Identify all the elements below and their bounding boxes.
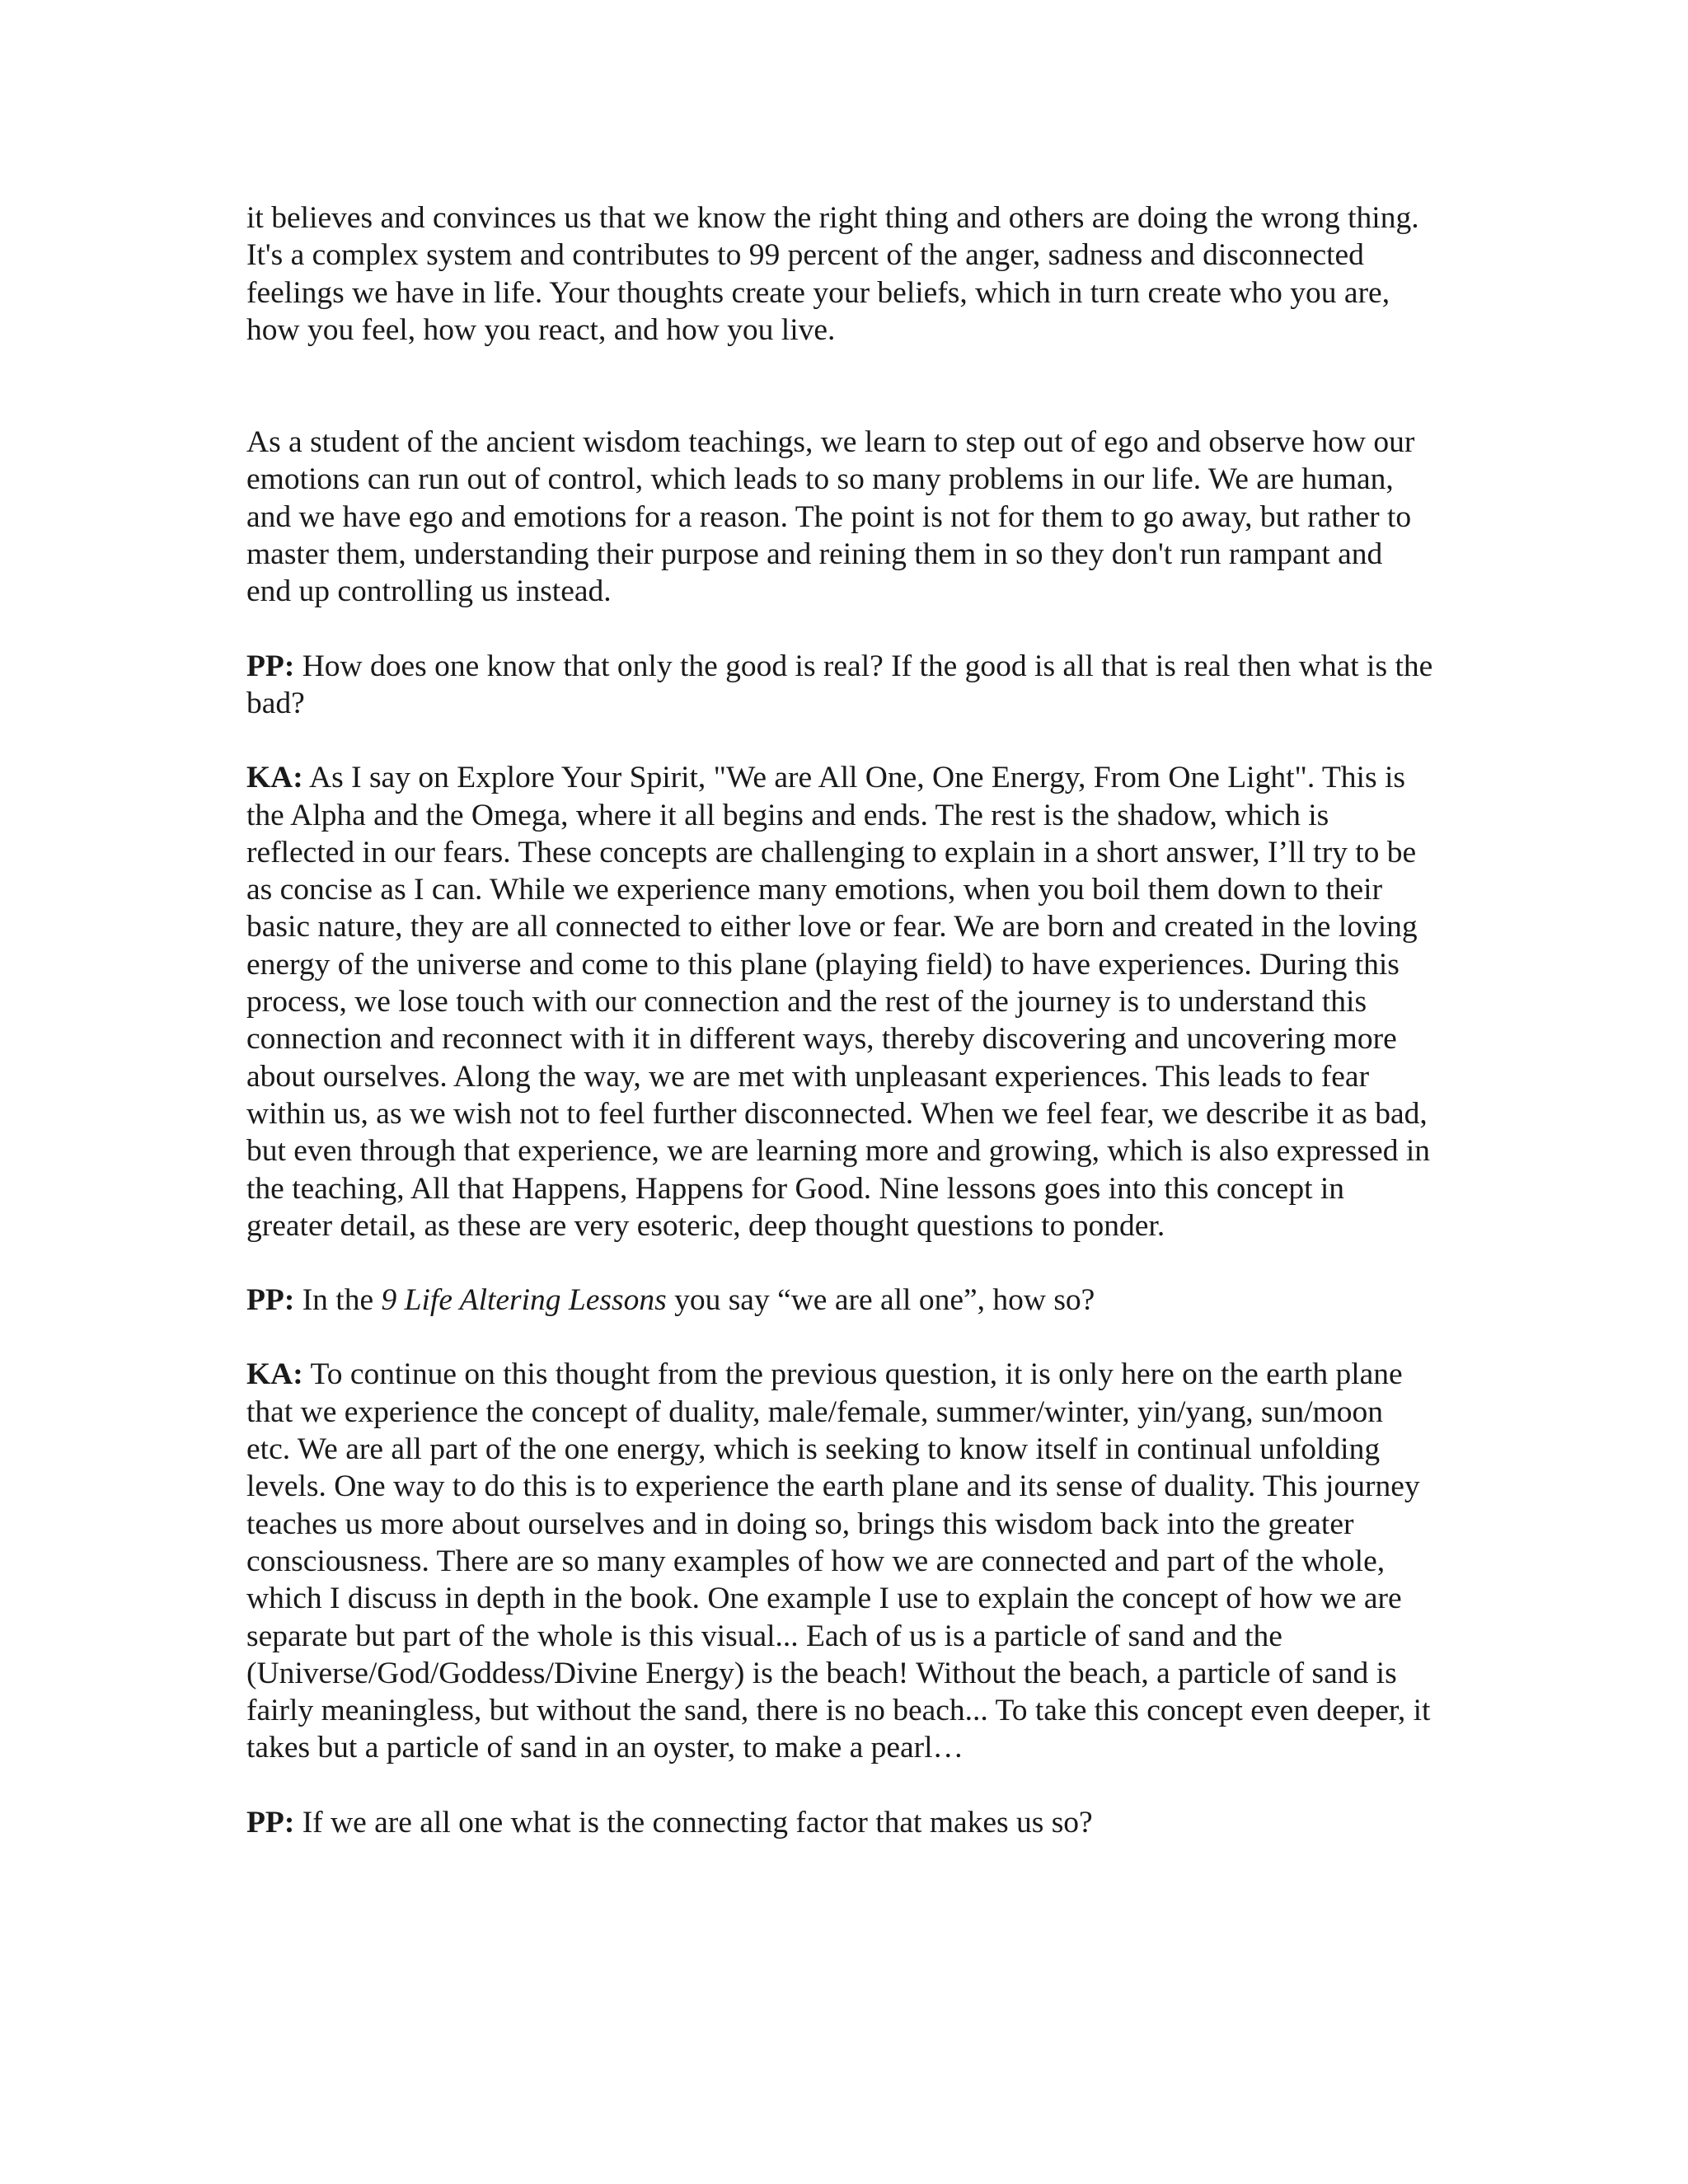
book-title: 9 Life Altering Lessons: [381, 1283, 667, 1318]
question-text-before: In the: [294, 1283, 382, 1318]
answer-duality-sand: [246, 1356, 1433, 1766]
paragraph-spacer: [246, 722, 1433, 759]
question-text: If we are all one what is the connecting factor that makes us so?: [294, 1805, 1093, 1840]
speaker-label-pp: PP:: [246, 1805, 295, 1840]
paragraph-ego-beliefs: it believes and convinces us that we know the right thing and others are doing the wrong thing. It's a complex system and contributes to 99 percent of the anger, sadness and disconnected feelings we have in life. Your thoughts create your beliefs, which in turn create who you are, how you feel, how you react, and how you live.: [246, 201, 1419, 347]
speaker-label-pp: PP:: [246, 649, 295, 683]
question-connecting-factor: [246, 1804, 1433, 1841]
question-good-is-real: [246, 648, 1433, 723]
question-text-after: you say “we are all one”, how so?: [666, 1283, 1095, 1318]
paragraph-spacer: [246, 1244, 1433, 1282]
paragraph-spacer: [246, 349, 1433, 424]
speaker-label-ka: KA:: [246, 761, 303, 795]
speaker-label-ka: KA:: [246, 1357, 303, 1392]
answer-all-one-energy: [246, 759, 1433, 1244]
document-body: [246, 199, 1433, 1841]
paragraph-spacer: [246, 1767, 1433, 1804]
answer-text: To continue on this thought from the previous question, it is only here on the earth plane that we experience the concept of duality, male/female, summer/winter, yin/yang, sun/moon etc. We are all part of the one energy, which is seeking to know itself in continual unfolding levels. One way to do this is to experience the earth plane and its sense of duality. This journey teaches us more about ourselves and in doing so, brings this wisdom back into the greater consciousness. There are so many examples of how we are connected and part of the whole, which I discuss in depth in the book. One example I use to explain the concept of how we are separate but part of the whole is this visual... Each of us is a particle of sand and the (Universe/God/Goddess/Divine Energy) is the beach! Without the beach, a particle of sand is fairly meaningless, but without the sand, there is no beach... To take this concept even deeper, it takes but a particle of sand in an oyster, to make a pearl…: [246, 1357, 1431, 1765]
answer-text: As I say on Explore Your Spirit, "We are All One, One Energy, From One Light". This is the Alpha and the Omega, where it all begins and ends. The rest is the shadow, which is reflected in our fears. These concepts are challenging to explain in a short answer, I’ll try to be as concise as I can. While we experience many emotions, when you boil them down to their basic nature, they are all connected to either love or fear. We are born and created in the loving energy of the universe and come to this plane (playing field) to have experiences. During this process, we lose touch with our connection and the rest of the journey is to understand this connection and reconnect with it in different ways, thereby discovering and uncovering more about ourselves. Along the way, we are met with unpleasant experiences. This leads to fear within us, as we wish not to feel further disconnected. When we feel fear, we describe it as bad, but even through that experience, we are learning more and growing, which is also expressed in the teaching, All that Happens, Happens for Good. Nine lessons goes into this concept in greater detail, as these are very esoteric, deep thought questions to ponder.: [246, 761, 1430, 1243]
paragraph-ancient-wisdom: As a student of the ancient wisdom teachings, we learn to step out of ego and observe how our emotions can run out of control, which leads to so many problems in our life. We are human, and we have ego and emotions for a reason. The point is not for them to go away, but rather to master them, understanding their purpose and reining them in so they don't run rampant and end up controlling us instead.: [246, 425, 1415, 609]
paragraph-spacer: [246, 611, 1433, 648]
speaker-label-pp: PP:: [246, 1283, 295, 1318]
question-text: How does one know that only the good is real? If the good is all that is real then what is the bad?: [246, 649, 1433, 720]
paragraph-spacer: [246, 1319, 1433, 1356]
question-we-are-all-one: [246, 1282, 1433, 1319]
